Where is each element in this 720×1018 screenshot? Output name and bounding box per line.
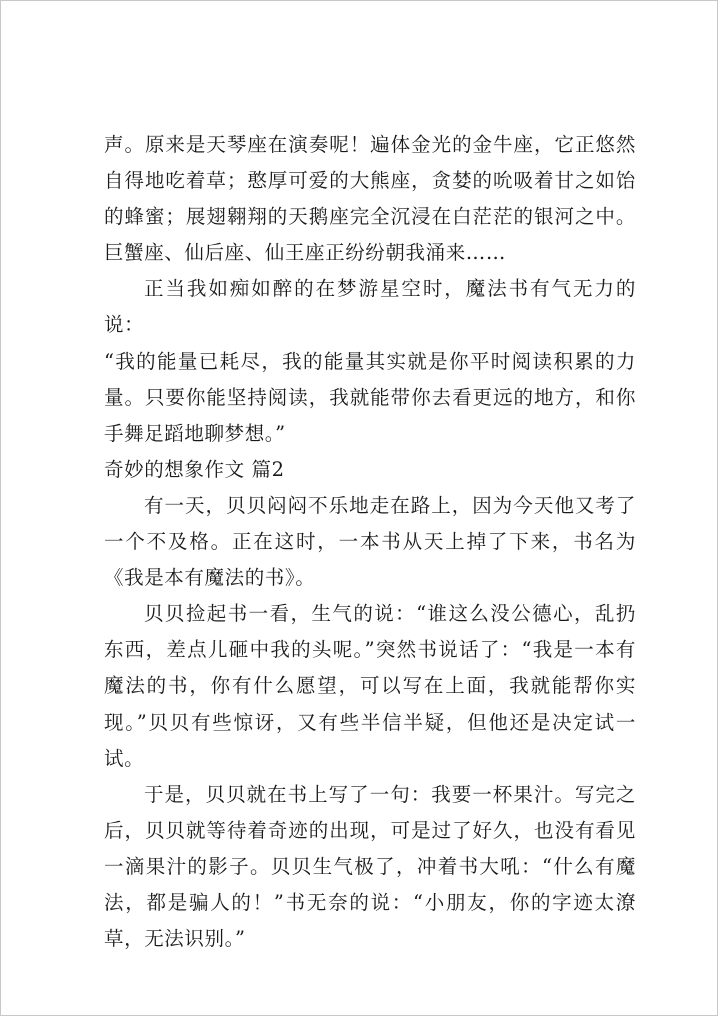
document-body — [104, 127, 636, 957]
paragraph-juice-wish: 于是，贝贝就在书上写了一句：我要一杯果汁。写完之后，贝贝就等待着奇迹的出现，可是过了好久，也没有看见一滴果汁的影子。贝贝生气极了，冲着书大吼：“什么有魔法，都是骗人的！”书无奈的说：“小朋友，你的字迹太潦草，无法识别。” — [104, 782, 636, 951]
paragraph-picks-up-book: 贝贝捡起书一看，生气的说：“谁这么没公德心，乱扔东西，差点儿砸中我的头呢。”突然书说话了：“我是一本有魔法的书，你有什么愿望，可以写在上面，我就能帮你实现。”贝贝有些惊讶，又有些半信半疑，但他还是决定试一试。 — [104, 602, 636, 770]
paragraph-magic-book-speaks: 正当我如痴如醉的在梦游星空时，魔法书有气无力的说： — [104, 277, 636, 337]
section-heading: 奇妙的想象作文 篇2 — [104, 457, 285, 481]
paragraph-energy-quote: “我的能量已耗尽，我的能量其实就是你平时阅读积累的力量。只要你能坚持阅读，我就能带你去看更远的地方，和你手舞足蹈地聊梦想。” — [104, 349, 636, 445]
paragraph-constellations: 声。原来是天琴座在演奏呢！遍体金光的金牛座，它正悠然自得地吃着草；憨厚可爱的大熊座，贪婪的吮吸着甘之如饴的蜂蜜；展翅翱翔的天鹅座完全沉浸在白茫茫的银河之中。巨蟹座、仙后座、仙王座正纷纷朝我涌来…… — [104, 133, 636, 265]
paragraph-one-day: 有一天，贝贝闷闷不乐地走在路上，因为今天他又考了一个不及格。正在这时，一本书从天上掉了下来，书名为《我是本有魔法的书》。 — [104, 493, 636, 590]
